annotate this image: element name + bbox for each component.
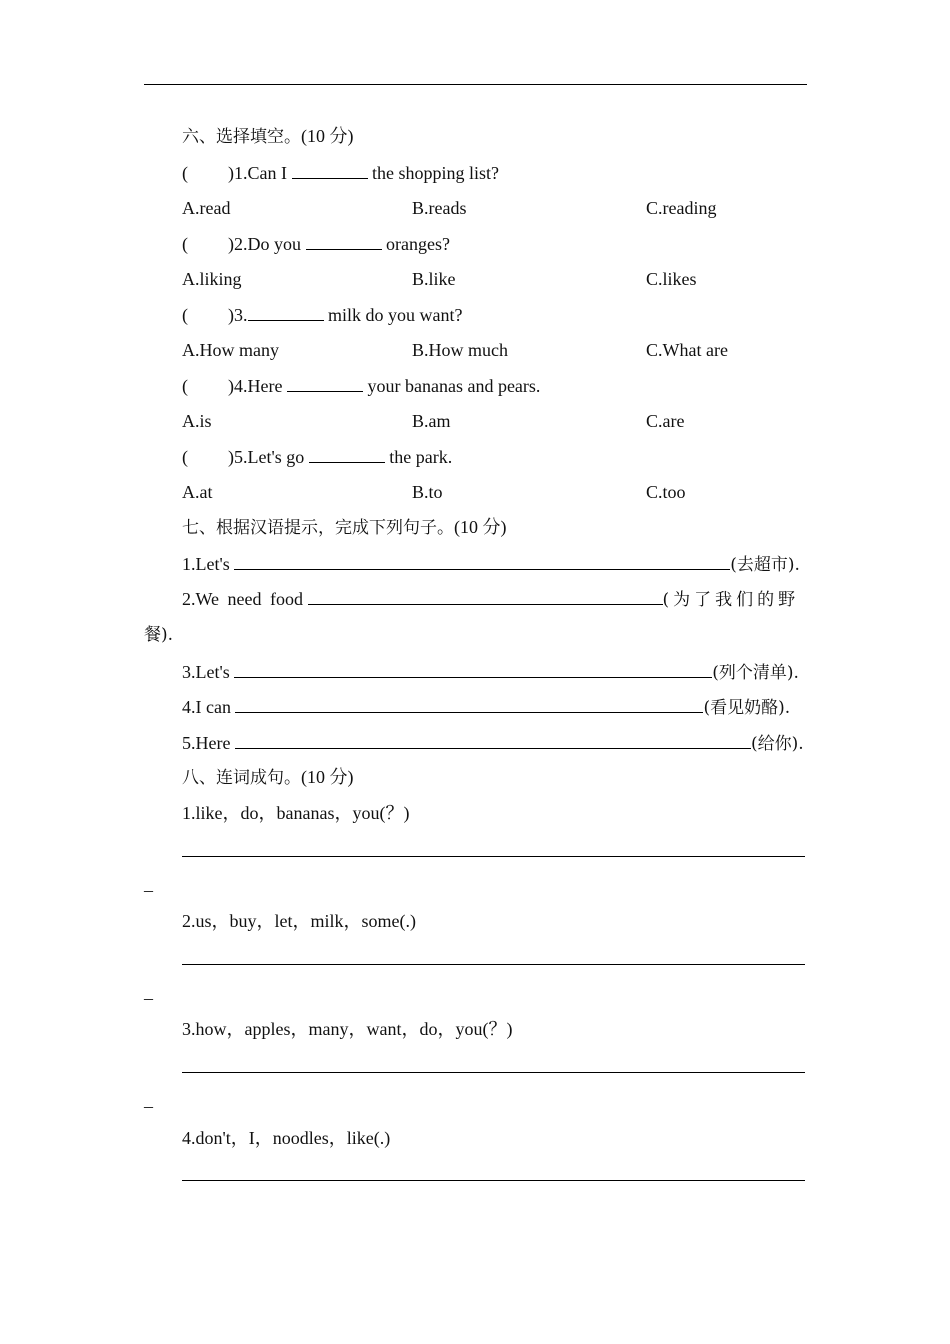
answer-paren[interactable]: ( ): [182, 305, 234, 325]
reorder-item-2: 2.us，buy，let，milk，some(.): [182, 911, 416, 931]
header-rule: [144, 84, 807, 85]
question-text-after: oranges?: [386, 234, 450, 254]
chinese-hint: (给你).: [750, 734, 804, 754]
item-prefix: 4.I can: [182, 697, 231, 717]
answer-line[interactable]: [182, 1072, 805, 1073]
dash-mark: –: [144, 988, 153, 1008]
answer-paren[interactable]: ( ): [182, 376, 234, 396]
answer-paren[interactable]: ( ): [182, 447, 234, 467]
question-2: [182, 231, 450, 256]
question-text-after: the park.: [389, 447, 453, 467]
fill-blank[interactable]: [235, 730, 751, 749]
translate-item-5: [182, 730, 804, 756]
option-a: A.liking: [182, 269, 242, 289]
fill-blank[interactable]: [292, 160, 368, 179]
option-a: A.is: [182, 411, 212, 431]
translate-item-1: [182, 551, 800, 577]
option-c: C.likes: [646, 269, 697, 289]
question-text-after: your bananas and pears.: [367, 376, 541, 396]
chinese-hint: (为了我们的野: [662, 590, 800, 610]
option-a: A.How many: [182, 340, 279, 360]
option-c: C.What are: [646, 340, 728, 360]
reorder-item-3: 3.how，apples，many，want，do，you(？): [182, 1019, 513, 1039]
option-b: B.reads: [412, 198, 467, 218]
question-1: [182, 160, 499, 185]
answer-paren[interactable]: ( ): [182, 234, 234, 254]
option-a: A.read: [182, 198, 231, 218]
section8-heading: [182, 765, 354, 790]
question-text-after: the shopping list?: [372, 163, 499, 183]
item-prefix: 5.Here: [182, 733, 231, 753]
fill-blank[interactable]: [248, 302, 324, 321]
section6-title: 六、选择填空。: [182, 127, 301, 147]
answer-line[interactable]: [182, 964, 805, 965]
option-b: B.am: [412, 411, 451, 431]
translate-item-4: [182, 694, 790, 720]
item-prefix: 1.Let's: [182, 554, 230, 574]
option-a: A.at: [182, 482, 213, 502]
fill-blank[interactable]: [308, 586, 663, 605]
section7-points: (10 分): [454, 517, 507, 537]
option-b: B.How much: [412, 340, 508, 360]
chinese-hint-continued: 餐).: [144, 625, 174, 645]
fill-blank[interactable]: [234, 659, 712, 678]
section6-heading: [182, 124, 354, 149]
section6-points: (10 分): [301, 126, 354, 146]
question-3: [182, 302, 462, 327]
chinese-hint: (看见奶酪).: [703, 698, 791, 718]
question-text-after: milk do you want?: [328, 305, 463, 325]
dash-mark: –: [144, 880, 153, 900]
dash-mark: –: [144, 1096, 153, 1116]
translate-item-2: [182, 586, 799, 612]
fill-blank[interactable]: [234, 551, 730, 570]
question-4: [182, 373, 540, 398]
option-b: B.like: [412, 269, 456, 289]
option-c: C.too: [646, 482, 686, 502]
section8-points: (10 分): [301, 767, 354, 787]
option-c: C.are: [646, 411, 685, 431]
reorder-item-4: 4.don't，I，noodles，like(.): [182, 1128, 391, 1148]
fill-blank[interactable]: [306, 231, 382, 250]
chinese-hint: (列个清单).: [712, 663, 799, 683]
section8-title: 八、连词成句。: [182, 768, 301, 788]
option-c: C.reading: [646, 198, 717, 218]
question-text: 3.: [234, 305, 248, 325]
question-text: 2.Do you: [234, 234, 301, 254]
fill-blank[interactable]: [309, 444, 385, 463]
question-5: [182, 444, 452, 469]
question-text: 4.Here: [234, 376, 283, 396]
question-text: 1.Can I: [234, 163, 287, 183]
question-text: 5.Let's go: [234, 447, 305, 467]
section7-heading: [182, 515, 507, 540]
reorder-item-1: 1.like，do，bananas，you(？): [182, 803, 410, 823]
chinese-hint: (去超市).: [730, 555, 800, 575]
fill-blank[interactable]: [235, 694, 703, 713]
item-prefix: 2.We need food: [182, 589, 304, 609]
item-prefix: 3.Let's: [182, 662, 230, 682]
answer-line[interactable]: [182, 1180, 805, 1181]
fill-blank[interactable]: [287, 373, 363, 392]
section7-title: 七、根据汉语提示，完成下列句子。: [182, 518, 454, 538]
option-b: B.to: [412, 482, 443, 502]
translate-item-3: [182, 659, 799, 685]
answer-line[interactable]: [182, 856, 805, 857]
answer-paren[interactable]: ( ): [182, 163, 234, 183]
